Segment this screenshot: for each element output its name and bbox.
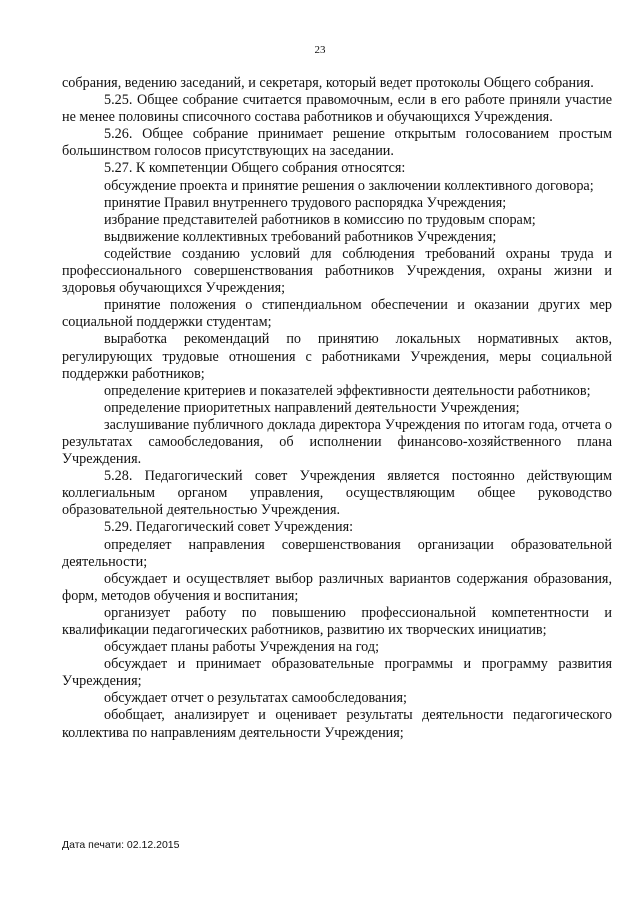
- list-item: выдвижение коллективных требований работников Учреждения;: [104, 228, 497, 245]
- list-item: определение приоритетных направлений деятельности Учреждения;: [104, 399, 520, 416]
- list-item: обсуждает и осуществляет выбор различных вариантов содержания образования, форм, методов обучения и воспитания;: [62, 570, 612, 604]
- paragraph: 5.28. Педагогический совет Учреждения является постоянно действующим коллегиальным органом управления, осуществляющим общее руководство образовательной деятельностью Учреждения.: [62, 468, 612, 519]
- list-item: обсуждает и принимает образовательные программы и программу развития Учреждения;: [62, 656, 612, 690]
- list-item: содействие созданию условий для соблюдения требований охраны труда и профессионального совершенствования работников Учреждения, охраны жизни и здоровья обучающихся Учреждения;: [62, 245, 612, 297]
- paragraph: собрания, ведению заседаний, и секретаря, который ведет протоколы Общего собрания.: [62, 75, 594, 91]
- print-date: Дата печати: 02.12.2015: [62, 839, 180, 851]
- list-item: организует работу по повышению профессиональной компетентности и квалификации педагогических работников, развитию их творческих инициатив;: [62, 604, 612, 638]
- list-item: определяет направления совершенствования организации образовательной деятельности;: [62, 536, 612, 570]
- list-item: принятие положения о стипендиальном обеспечении и оказании других мер социальной поддержки студентам;: [62, 297, 612, 331]
- page-number: 23: [314, 44, 326, 56]
- list-item: обсуждает планы работы Учреждения на год;: [104, 639, 380, 656]
- paragraph: 5.25. Общее собрание считается правомочным, если в его работе приняли участие не менее половины списочного состава работников и обучающихся Учреждения.: [62, 92, 612, 126]
- document-body: [62, 75, 612, 742]
- list-item: определение критериев и показателей эффективности деятельности работников;: [104, 382, 591, 399]
- paragraph: 5.29. Педагогический совет Учреждения:: [104, 519, 354, 536]
- list-item: обобщает, анализирует и оценивает результаты деятельности педагогического коллектива по направлениям деятельности Учреждения;: [62, 707, 612, 741]
- list-item: выработка рекомендаций по принятию локальных нормативных актов, регулирующих трудовые отношения с работниками Учреждения, меры социальной поддержки работников;: [62, 331, 612, 382]
- list-item: обсуждение проекта и принятие решения о заключении коллективного договора;: [104, 177, 594, 194]
- paragraph: 5.26. Общее собрание принимает решение открытым голосованием простым большинством голосов присутствующих на заседании.: [62, 126, 612, 160]
- list-item: принятие Правил внутреннего трудового распорядка Учреждения;: [104, 194, 507, 211]
- paragraph: 5.27. К компетенции Общего собрания относятся:: [104, 160, 406, 177]
- list-item: избрание представителей работников в комиссию по трудовым спорам;: [104, 211, 536, 228]
- list-item: заслушивание публичного доклада директора Учреждения по итогам года, отчета о результатах самообследования, об исполнении финансово-хозяйственного плана Учреждения.: [62, 416, 612, 468]
- list-item: обсуждает отчет о результатах самообследования;: [104, 690, 407, 707]
